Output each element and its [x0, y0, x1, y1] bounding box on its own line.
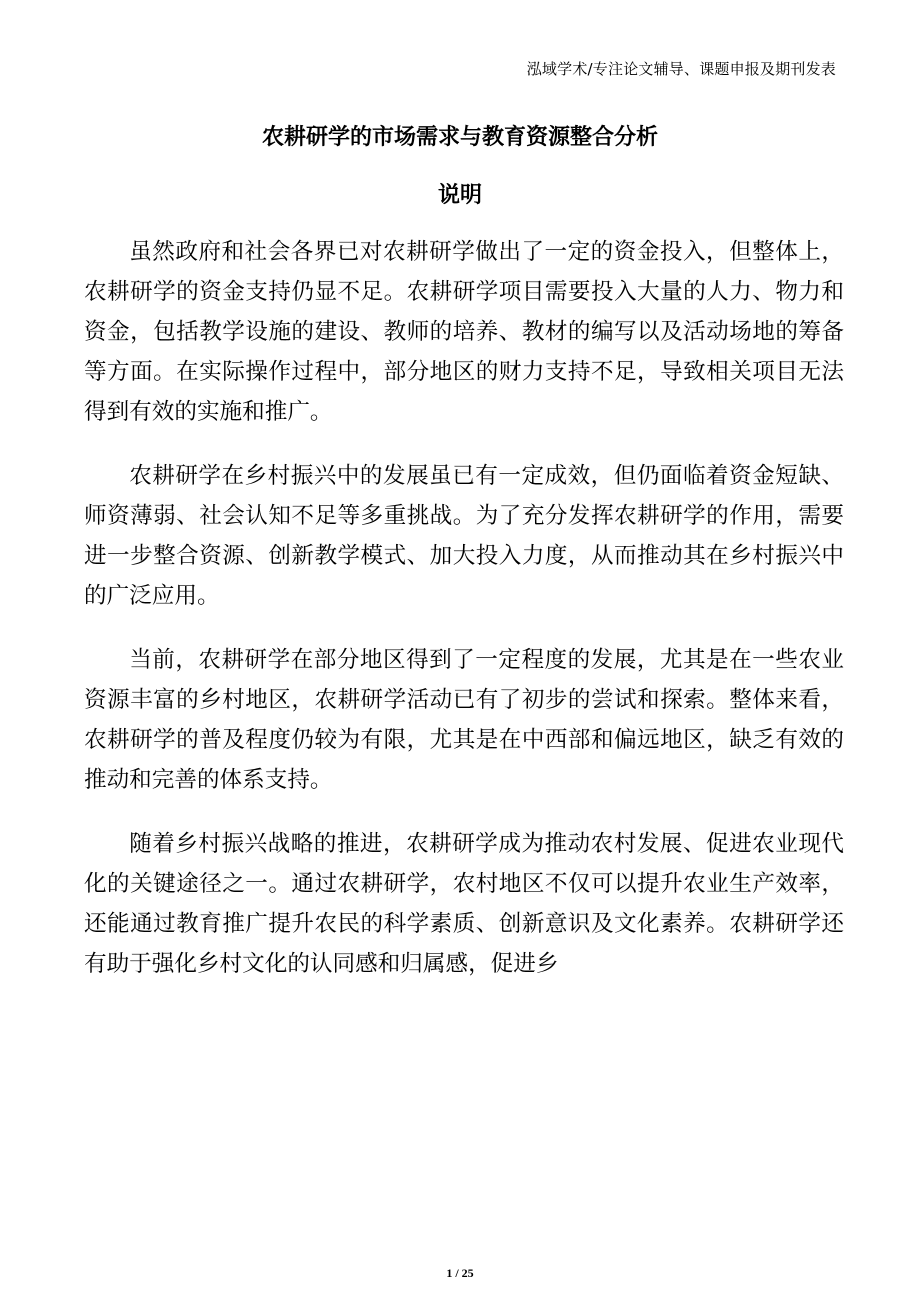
running-header: 泓域学术/专注论文辅导、课题申报及期刊发表	[526, 60, 836, 78]
body-text	[84, 232, 844, 1008]
page-number: 1 / 25	[446, 1266, 474, 1280]
document-title: 农耕研学的市场需求与教育资源整合分析	[261, 125, 658, 150]
paragraph: 随着乡村振兴战略的推进，农耕研学成为推动农村发展、促进农业现代化的关键途径之一。通过农耕研学，农村地区不仅可以提升农业生产效率，还能通过教育推广提升农民的科学素质、创新意识及文化素养。农耕研学还有助于强化乡村文化的认同感和归属感，促进乡	[84, 831, 844, 977]
paragraph: 当前，农耕研学在部分地区得到了一定程度的发展，尤其是在一些农业资源丰富的乡村地区，农耕研学活动已有了初步的尝试和探索。整体来看，农耕研学的普及程度仍较为有限，尤其是在中西部和偏远地区，缺乏有效的推动和完善的体系支持。	[84, 647, 844, 793]
paragraph: 农耕研学在乡村振兴中的发展虽已有一定成效，但仍面临着资金短缺、师资薄弱、社会认知不足等多重挑战。为了充分发挥农耕研学的作用，需要进一步整合资源、创新教学模式、加大投入力度，从而推动其在乡村振兴中的广泛应用。	[84, 463, 844, 609]
paragraph: 虽然政府和社会各界已对农耕研学做出了一定的资金投入，但整体上，农耕研学的资金支持仍显不足。农耕研学项目需要投入大量的人力、物力和资金，包括教学设施的建设、教师的培养、教材的编写以及活动场地的筹备等方面。在实际操作过程中，部分地区的财力支持不足，导致相关项目无法得到有效的实施和推广。	[84, 239, 844, 425]
section-heading: 说明	[437, 183, 482, 208]
